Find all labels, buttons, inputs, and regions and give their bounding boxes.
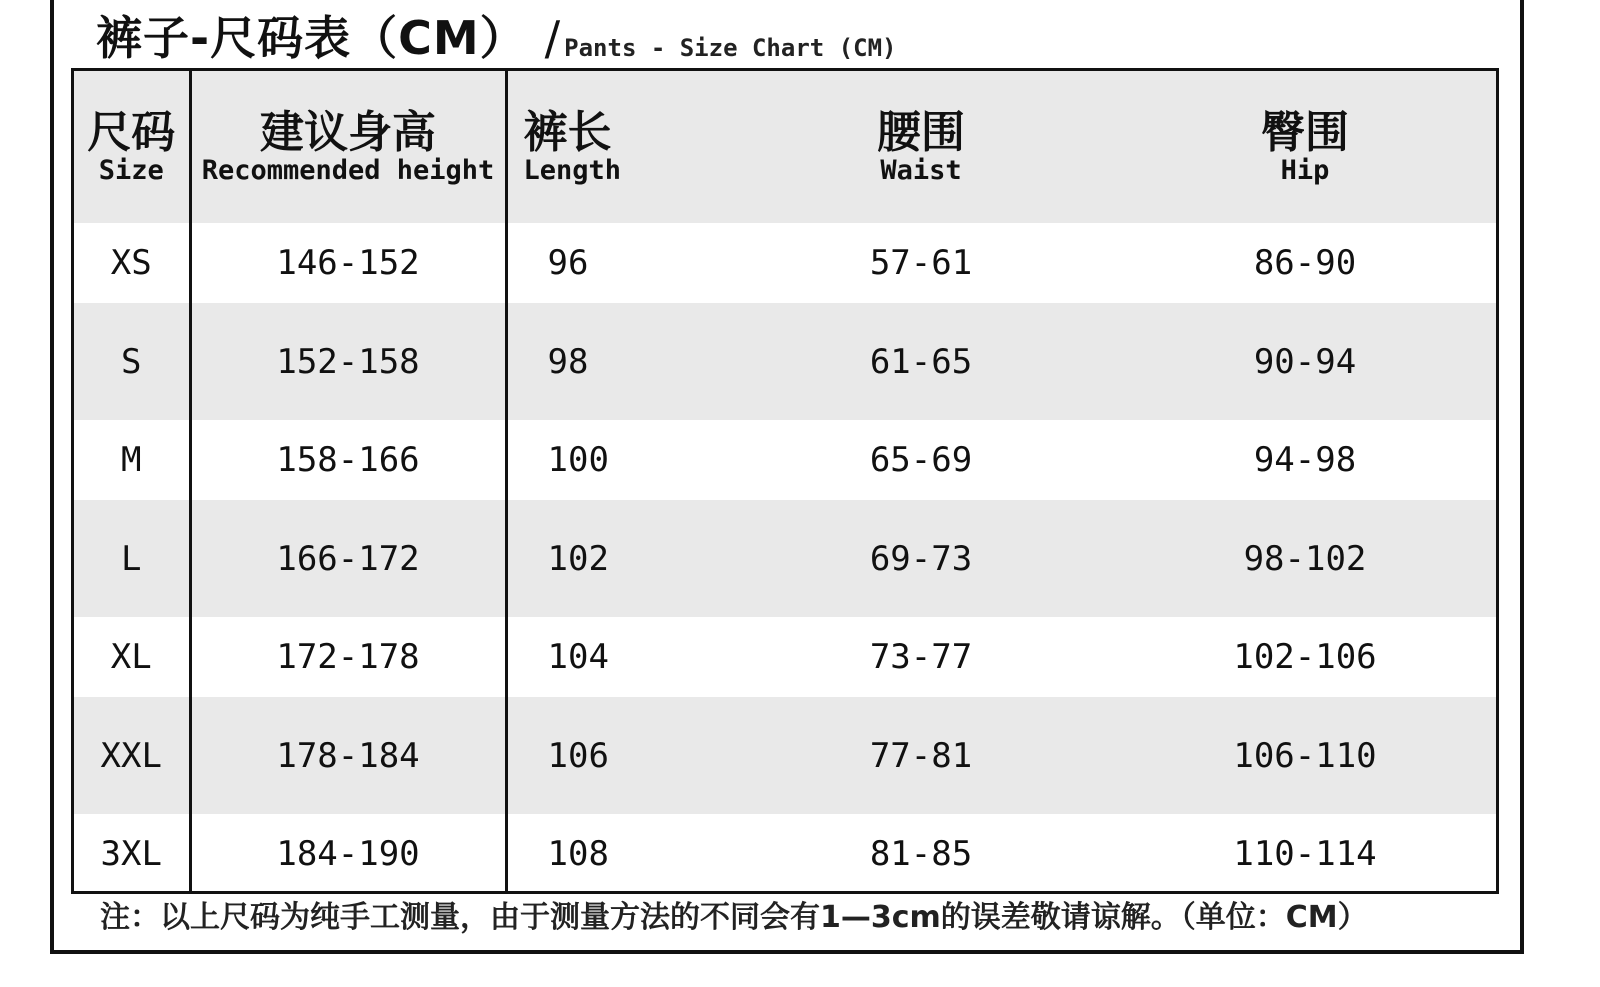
table-row: [74, 697, 1496, 814]
header-length-en: Length: [523, 155, 622, 186]
cell-hip: 106-110: [1233, 735, 1377, 776]
header-length-cn: 裤长: [523, 107, 612, 158]
header-hip-en: Hip: [1280, 155, 1330, 186]
cell-waist: 77-81: [869, 735, 973, 776]
header-waist-cn: 腰围: [877, 107, 965, 158]
header-height-cn: 建议身高: [260, 107, 436, 158]
table-row: [74, 420, 1496, 500]
cell-height: 172-178: [190, 617, 506, 697]
cell-height: 178-184: [190, 697, 506, 814]
cell-size: XS: [74, 223, 190, 303]
cell-height: 158-166: [190, 420, 506, 500]
cell-size: XL: [74, 617, 190, 697]
header-hip: [1114, 71, 1496, 223]
table-row: [74, 223, 1496, 303]
cell-size: S: [74, 303, 190, 420]
cell-hip: 94-98: [1253, 440, 1357, 480]
cell-size: M: [74, 420, 190, 500]
cell-waist: 81-85: [869, 834, 973, 874]
cell-waist: 65-69: [869, 440, 973, 480]
header-size: [74, 71, 190, 223]
cell-hip: 86-90: [1253, 243, 1357, 283]
cell-waist: 61-65: [869, 341, 973, 382]
measurement-note: 注：以上尺码为纯手工测量，由于测量方法的不同会有1—3cm的误差敬请谅解。（单位：CM）: [100, 900, 1368, 935]
cell-waist: 73-77: [869, 637, 973, 677]
cell-length: 102: [547, 538, 609, 579]
cell-waist: 57-61: [869, 243, 973, 283]
cell-length: 100: [547, 440, 609, 480]
cell-size: XXL: [74, 697, 190, 814]
cell-length: 108: [547, 834, 609, 874]
cell-hip: 98-102: [1243, 538, 1367, 579]
cell-height: 184-190: [190, 814, 506, 894]
header-length: [506, 71, 728, 223]
cell-length: 106: [547, 735, 609, 776]
header-height: [190, 71, 506, 223]
header-size-cn: 尺码: [87, 107, 176, 158]
table-row: [74, 617, 1496, 697]
header-waist-en: Waist: [880, 155, 962, 186]
title-slash: /: [544, 11, 561, 65]
table-header-row: [74, 71, 1496, 223]
size-table: [74, 71, 1498, 894]
cell-hip: 90-94: [1253, 341, 1357, 382]
header-waist: [728, 71, 1114, 223]
cell-size: L: [74, 500, 190, 617]
cell-height: 166-172: [190, 500, 506, 617]
cell-waist: 69-73: [869, 538, 973, 579]
cell-height: 152-158: [190, 303, 506, 420]
header-height-en: Recommended height: [201, 155, 495, 186]
header-hip-cn: 臀围: [1261, 107, 1349, 158]
cell-length: 104: [547, 637, 609, 677]
cell-length: 98: [547, 341, 589, 382]
cell-length: 96: [547, 243, 589, 283]
cell-hip: 110-114: [1233, 834, 1377, 874]
cell-height: 146-152: [190, 223, 506, 303]
cell-hip: 102-106: [1233, 637, 1377, 677]
table-row: [74, 500, 1496, 617]
size-table-container: [71, 68, 1499, 894]
header-size-en: Size: [98, 155, 164, 186]
table-row: [74, 303, 1496, 420]
table-row: [74, 814, 1496, 894]
cell-size: 3XL: [74, 814, 190, 894]
title-main: 裤子-尺码表（CM）: [96, 11, 527, 65]
chart-title: [96, 10, 896, 66]
title-subtitle: Pants - Size Chart (CM): [564, 34, 897, 62]
